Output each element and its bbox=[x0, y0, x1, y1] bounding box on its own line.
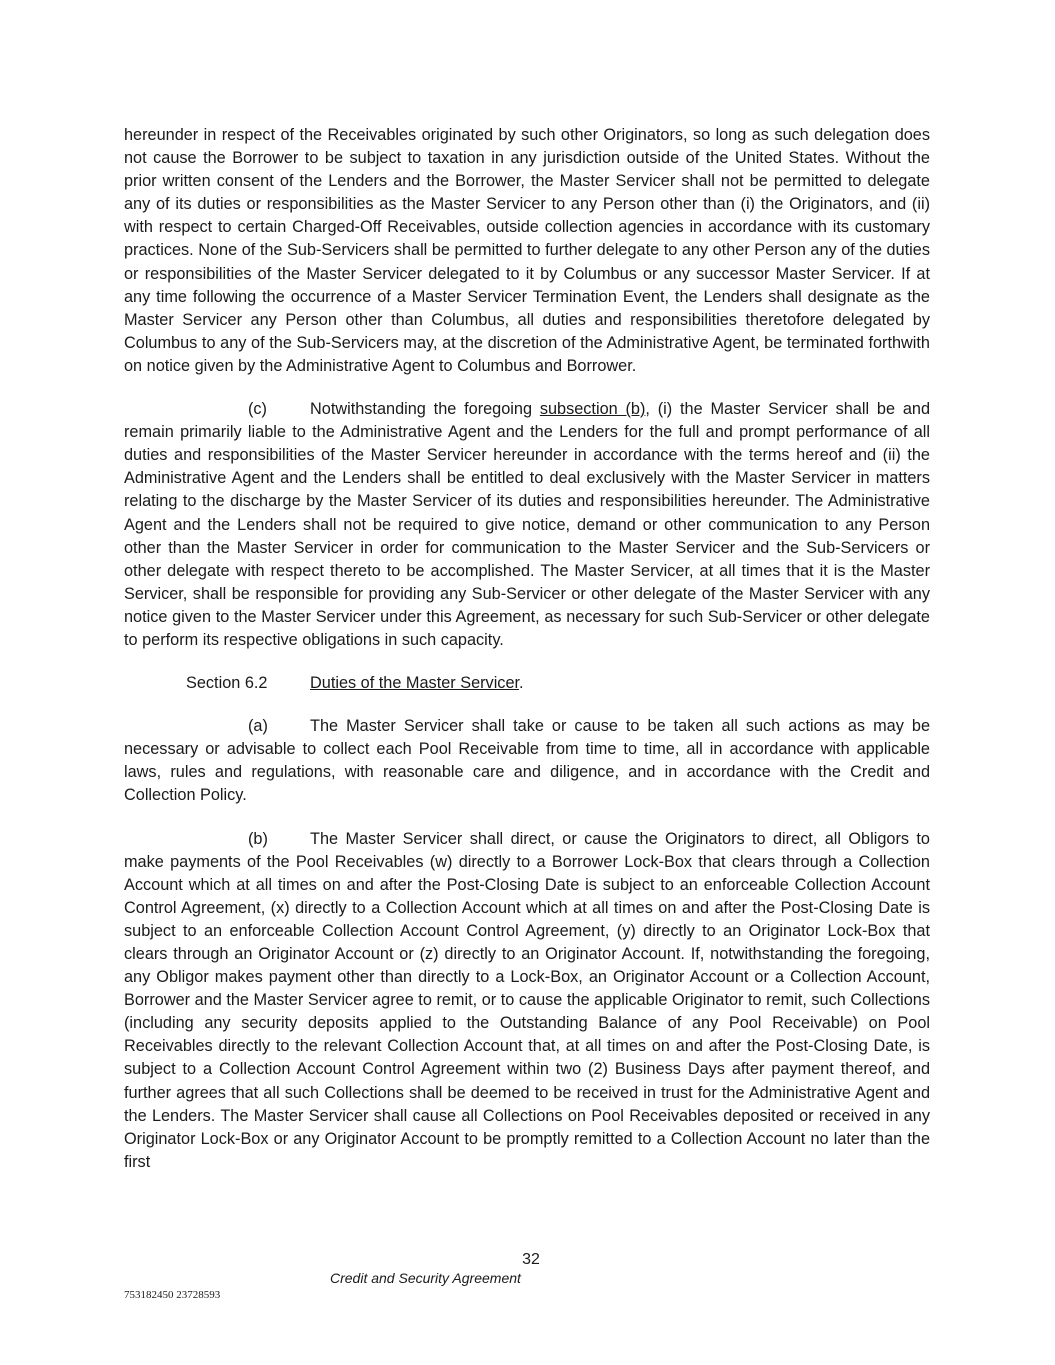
paragraph-text: The Master Servicer shall take or cause to be taken all such actions as may be necessary or advisable to collect each Pool Receivable from time to time, all in accordance with applicable laws, rules and regulations, with reasonable care and diligence, and in accordance with the Credit and Collection Policy. bbox=[124, 717, 930, 805]
paragraph-text: Notwithstanding the foregoing bbox=[310, 400, 540, 419]
section-heading bbox=[124, 672, 930, 695]
footer-title: Credit and Security Agreement bbox=[330, 1270, 521, 1286]
section-number: Section 6.2 bbox=[186, 674, 268, 693]
section-title: Duties of the Master Servicer bbox=[310, 674, 520, 693]
section-title-period: . bbox=[519, 674, 524, 693]
paragraph-label: (b) bbox=[248, 829, 268, 848]
paragraph-b bbox=[124, 828, 930, 1174]
page-number: 32 bbox=[522, 1251, 540, 1268]
document-id: 753182450 23728593 bbox=[124, 1289, 221, 1301]
subsection-reference: subsection (b) bbox=[539, 400, 646, 419]
paragraph-label: (c) bbox=[248, 400, 267, 419]
paragraph-c bbox=[124, 398, 930, 652]
paragraph-a bbox=[124, 715, 930, 807]
paragraph-label: (a) bbox=[248, 717, 268, 736]
paragraph-text: hereunder in respect of the Receivables originated by such other Originators, so long as such delegation does not cause the Borrower to be subject to taxation in any jurisdiction outside of the United States. Without the prior written consent of the Lenders and the Borrower, the Master Servicer shall not be permitted to delegate any of its duties or responsibilities as the Master Servicer to any Person other than (i) the Originators, and (ii) with respect to certain Charged-Off Receivables, outside collection agencies in accordance with its customary practices. None of the Sub-Servicers shall be permitted to further delegate to any other Person any of the duties or responsibilities of the Master Servicer delegated to it by Columbus or any successor Master Servicer. If at any time following the occurrence of a Master Servicer Termination Event, the Lenders shall designate as the Master Servicer any Person other than Columbus, all duties and responsibilities theretofore delegated by Columbus to any of the Sub-Servicers may, at the discretion of the Administrative Agent, be terminated forthwith on notice given by the Administrative Agent to Columbus and Borrower. bbox=[124, 126, 930, 375]
paragraph-text: The Master Servicer shall direct, or cause the Originators to direct, all Obligors to make payments of the Pool Receivables (w) directly to a Borrower Lock-Box that clears through a Collection Account which at all times on and after the Post-Closing Date is subject to an enforceable Collection Account Control Agreement, (x) directly to a Collection Account which at all times on and after the Post-Closing Date is subject to an enforceable Collection Account Control Agreement, (y) directly to an Originator Lock-Box that clears through an Originator Account or (z) directly to an Originator Account. If, notwithstanding the foregoing, any Obligor makes payment other than directly to a Lock-Box, an Originator Account or a Collection Account, Borrower and the Master Servicer agree to remit, or to cause the applicable Originator to remit, such Collections (including any security deposits applied to the Outstanding Balance of any Pool Receivable) on Pool Receivables directly to the relevant Collection Account that, at all times on and after the Post-Closing Date, is subject to a Collection Account Control Agreement within two (2) Business Days after payment thereof, and further agrees that all such Collections shall be deemed to be received in trust for the Administrative Agent and the Lenders. The Master Servicer shall cause all Collections on Pool Receivables deposited or received in any Originator Lock-Box or any Originator Account to be promptly remitted to a Collection Account no later than the first bbox=[124, 829, 930, 1171]
paragraph-text: , (i) the Master Servicer shall be and remain primarily liable to the Administrative Agent and the Lenders for the full and prompt performance of all duties and responsibilities of the Master Servicer hereunder in accordance with the terms hereof and (ii) the Administrative Agent and the Lenders shall be entitled to deal exclusively with the Master Servicer in matters relating to the discharge by the Master Servicer of its duties and responsibilities hereunder. The Administrative Agent and the Lenders shall not be required to give notice, demand or other communication to any Person other than the Master Servicer in order for communication to the Master Servicer and the Sub-Servicers or other delegate with respect thereto to be accomplished. The Master Servicer, at all times that it is the Master Servicer, shall be responsible for providing any Sub-Servicer or other delegate of the Master Servicer with any notice given to the Master Servicer under this Agreement, as necessary for such Sub-Servicer or other delegate to perform its respective obligations in such capacity. bbox=[124, 400, 930, 649]
paragraph-continuation bbox=[124, 124, 930, 378]
document-body bbox=[124, 124, 930, 1194]
